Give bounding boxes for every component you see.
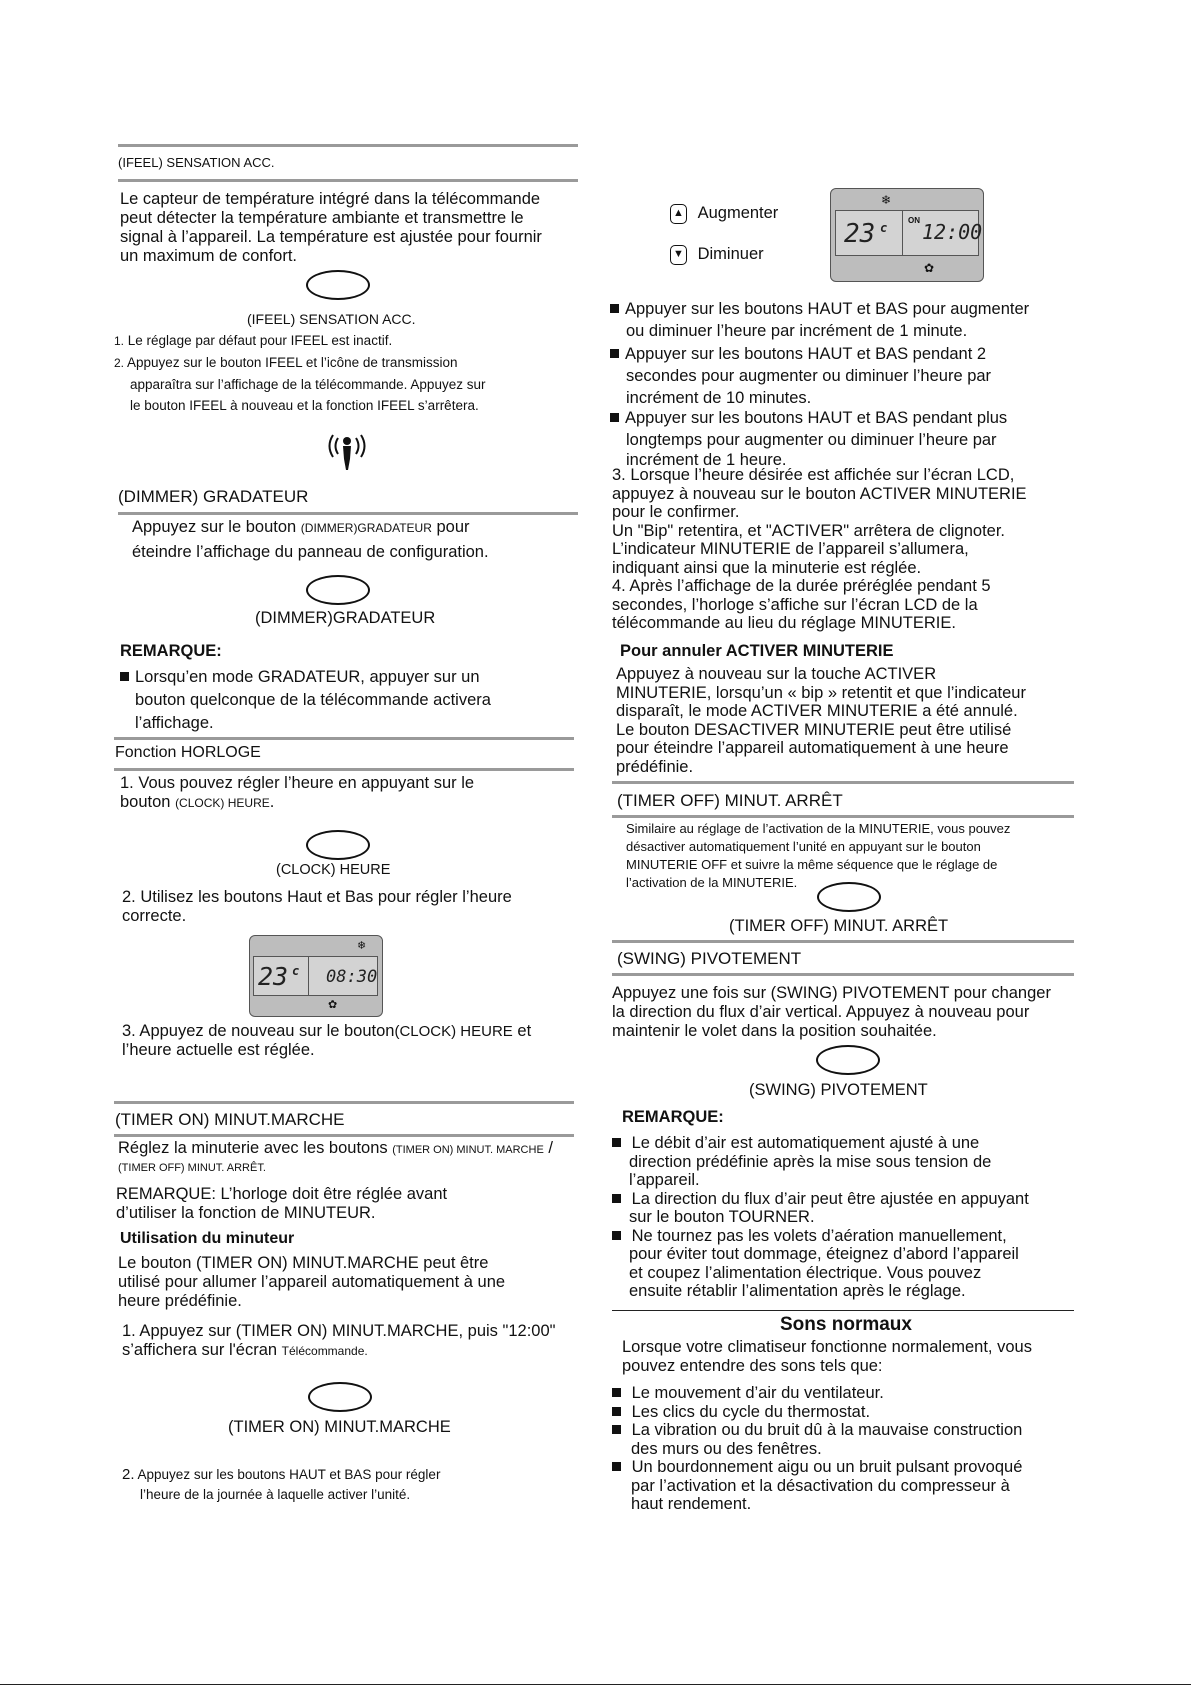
text-line: bouton quelconque de la télécommande activera (135, 691, 491, 709)
text-line: désactiver automatiquement l’unité en appuyant sur le bouton (626, 839, 981, 854)
timer-off-text (626, 820, 1010, 892)
timer-confirm-steps (612, 466, 1112, 633)
lcd-divider (902, 211, 903, 255)
inline-button-name: (TIMER ON) MINUT. MARCHE (392, 1144, 544, 1156)
text-line: signal à l’appareil. La température est ajustée pour fournir (120, 228, 542, 246)
text-span: bouton (120, 793, 176, 811)
bullet-icon (612, 1138, 621, 1147)
lcd-time: 12:00 (922, 220, 983, 244)
bullet-item (612, 1384, 1092, 1403)
section-rule (114, 1101, 574, 1104)
sounds-intro (622, 1338, 1032, 1376)
text-span: Appuyer sur les boutons HAUT et BAS pendant 2 (625, 345, 987, 363)
section-rule (612, 1310, 1074, 1311)
text-line: l’heure actuelle est réglée. (122, 1041, 315, 1059)
text-line (122, 1022, 531, 1041)
timer-off-button[interactable] (817, 882, 881, 912)
text-span: Un bourdonnement aigu ou un bruit pulsant provoqué (631, 1458, 1023, 1476)
down-key-row (670, 245, 764, 265)
text-line: Appuyez à nouveau sur la touche ACTIVER (616, 665, 937, 683)
text-line: direction prédéfinie après la mise sous tension de (629, 1152, 992, 1171)
list-text: Appuyez sur le bouton IFEEL et l’icône de transmission (127, 355, 458, 370)
section-rule (612, 781, 1074, 784)
text-line: 1. Appuyez sur (TIMER ON) MINUT.MARCHE, puis "12:00" (122, 1322, 556, 1340)
text-line: pouvez entendre des sons tels que: (622, 1357, 883, 1375)
bullet-item (612, 1134, 1092, 1153)
text-line: ou diminuer l’heure par incrément de 1 minute. (626, 322, 968, 340)
ifeel-transmission-icon (326, 432, 368, 472)
section-rule (118, 512, 578, 515)
text-span: et (512, 1022, 532, 1040)
text-span: 3. Appuyez de nouveau sur le bouton (122, 1022, 395, 1040)
inline-text: Télécommande. (281, 1344, 368, 1358)
text-line (120, 793, 474, 813)
clock-step3 (122, 1022, 531, 1060)
text-line: correcte. (122, 907, 187, 925)
text-span: Le mouvement d’air du ventilateur. (631, 1384, 884, 1402)
swing-button-caption: (SWING) PIVOTEMENT (749, 1081, 928, 1099)
list-text: Le réglage par défaut pour IFEEL est inactif. (127, 333, 393, 348)
section-rule (118, 144, 578, 147)
lcd-temperature: 23 (844, 219, 876, 249)
bullet-icon (612, 1407, 621, 1416)
text-line: L’indicateur MINUTERIE de l’appareil s’allumera, (612, 540, 969, 558)
text-line: l’activation de la MINUTERIE. (626, 875, 798, 890)
lcd-screen (253, 956, 378, 996)
text-line: REMARQUE: L’horloge doit être réglée avant (116, 1185, 448, 1203)
swing-text (612, 984, 1051, 1041)
cancel-title: Pour annuler ACTIVER MINUTERIE (620, 642, 894, 660)
text-line: longtemps pour augmenter ou diminuer l’heure par (626, 431, 997, 449)
text-line: appuyez à nouveau sur le bouton ACTIVER MINUTERIE (612, 484, 1027, 503)
ifeel-button[interactable] (306, 270, 370, 300)
text-line: éteindre l’affichage du panneau de configuration. (132, 543, 489, 561)
adjust-bullets (610, 300, 1090, 470)
fan-icon: ✿ (924, 261, 935, 275)
lcd-screen (835, 210, 983, 256)
text-line: Un "Bip" retentira, et "ACTIVER" arrêtera de clignoter. (612, 521, 1006, 540)
text-span: s’affichera sur l'écran (122, 1341, 282, 1359)
inline-button-name: (DIMMER)GRADATEUR (300, 521, 432, 535)
text-line: incrément de 10 minutes. (626, 389, 812, 407)
timer-usage-text (118, 1254, 505, 1311)
text-line: indiquant ainsi que la minuterie est réglée. (612, 558, 922, 577)
list-number: 2. (114, 356, 125, 370)
list-item (114, 354, 594, 372)
lcd-unit: c (292, 964, 300, 978)
timer-on-remark (116, 1185, 447, 1223)
text-span: La direction du flux d’air peut être ajustée en appuyant (631, 1189, 1029, 1208)
timer-off-button-caption: (TIMER OFF) MINUT. ARRÊT (729, 917, 949, 935)
snowflake-icon: ❄ (881, 193, 892, 207)
text-line: utilisé pour allumer l’appareil automatiquement à une (118, 1273, 506, 1291)
inline-button-name: (CLOCK) HEURE (175, 796, 270, 810)
sounds-title: Sons normaux (780, 1314, 912, 1335)
text-line: Le bouton (TIMER ON) MINUT.MARCHE peut être (118, 1254, 489, 1272)
text-line: pour éviter tout dommage, éteignez d’abord l’appareil (629, 1245, 1019, 1263)
text-line: peut détecter la température ambiante et transmettre le (120, 209, 524, 227)
swing-heading: (SWING) PIVOTEMENT (617, 949, 802, 968)
text-line: haut rendement. (631, 1495, 752, 1513)
timer-on-button-caption: (TIMER ON) MINUT.MARCHE (228, 1418, 451, 1436)
timer-off-heading: (TIMER OFF) MINUT. ARRÊT (617, 791, 843, 810)
text-line: ensuite rétablir l’alimentation après le réglage. (629, 1282, 966, 1300)
bullet-icon (610, 349, 619, 358)
dimmer-button-caption: (DIMMER)GRADATEUR (255, 609, 436, 627)
ifeel-intro (120, 190, 542, 266)
text-line: 4. Après l’affichage de la durée préréglée pendant 5 (612, 577, 991, 595)
text-span: Appuyer sur les boutons HAUT et BAS pendant plus (625, 409, 1008, 427)
timer-lcd-display (830, 188, 984, 282)
text-line: secondes, l’horloge s’affiche sur l’écran LCD de la (612, 595, 978, 614)
snowflake-icon: ❄ (357, 940, 367, 952)
text-line: la direction du flux d’air vertical. Appuyez à nouveau pour (612, 1003, 1030, 1021)
ifeel-button-caption: (IFEEL) SENSATION ACC. (247, 311, 416, 327)
lcd-time: 08:30 (326, 967, 378, 987)
bullet-item (612, 1227, 1092, 1246)
bullet-icon (612, 1425, 621, 1434)
bullet-item (120, 668, 590, 687)
text-line: un maximum de confort. (120, 247, 297, 265)
up-arrow-icon[interactable]: ▲ (670, 204, 687, 224)
sounds-list (612, 1384, 1092, 1514)
timer-usage-title: Utilisation du minuteur (120, 1230, 295, 1247)
bullet-item (612, 1421, 1092, 1440)
down-label: Diminuer (697, 245, 764, 264)
text-line: Appuyez une fois sur (SWING) PIVOTEMENT pour changer (612, 984, 1051, 1002)
clock-step1 (120, 774, 474, 813)
list-item (122, 1466, 440, 1483)
clock-heading: Fonction HORLOGE (115, 744, 261, 761)
text-line: par l’activation et la désactivation du compresseur à (631, 1476, 1010, 1495)
dimmer-remark (120, 668, 590, 733)
text-line: des murs ou des fenêtres. (631, 1439, 822, 1458)
swing-remarks (612, 1134, 1092, 1301)
bullet-item (610, 300, 1090, 319)
text-line: prédéfinie. (616, 757, 694, 776)
timer-on-intro (118, 1139, 553, 1174)
section-rule (114, 1134, 574, 1137)
text-line: maintenir le volet dans la position souhaitée. (612, 1022, 937, 1040)
section-rule (612, 940, 1074, 943)
timer-on-step1 (122, 1322, 556, 1361)
text-line: disparaît, le mode ACTIVER MINUTERIE a été annulé. (616, 702, 1018, 720)
fan-icon: ✿ (328, 999, 338, 1011)
lcd-on-indicator: ON (908, 216, 920, 225)
text-line: l’affichage. (135, 714, 214, 732)
bullet-icon (610, 304, 619, 313)
text-line: Le bouton DESACTIVER MINUTERIE peut être utilisé (616, 720, 1012, 739)
text-line: MINUTERIE OFF et suivre la même séquence que le réglage de (626, 857, 998, 872)
list-text: Appuyez sur les boutons HAUT et BAS pour régler (137, 1467, 441, 1482)
dimmer-heading: (DIMMER) GRADATEUR (118, 487, 309, 506)
timer-on-button[interactable] (308, 1382, 372, 1412)
section-rule (612, 815, 1074, 818)
timer-on-heading: (TIMER ON) MINUT.MARCHE (115, 1110, 345, 1129)
text-span: Le débit d’air est automatiquement ajusté à une (631, 1134, 980, 1152)
text-span: Lorsqu’en mode GRADATEUR, appuyer sur un (135, 668, 480, 686)
text-line: MINUTERIE, lorsqu’un « bip » retentit et que l’indicateur (616, 683, 1026, 702)
text-line: (TIMER OFF) MINUT. ARRÊT. (118, 1162, 266, 1174)
section-rule (114, 737, 574, 740)
bullet-icon (612, 1231, 621, 1240)
list-text: apparaîtra sur l’affichage de la télécommande. Appuyez sur (130, 377, 486, 392)
lcd-divider (308, 957, 309, 995)
text-span: Appuyez sur le bouton (132, 518, 301, 536)
text-line: heure prédéfinie. (118, 1292, 242, 1310)
bullet-item (612, 1403, 1092, 1422)
clock-step2 (122, 888, 512, 926)
text-line: pour éteindre l’appareil automatiquement à une heure (616, 739, 1009, 757)
dimmer-remark-title: REMARQUE: (120, 642, 222, 660)
text-span: Les clics du cycle du thermostat. (631, 1402, 871, 1421)
dimmer-button[interactable] (306, 575, 370, 605)
text-line (132, 518, 489, 538)
up-key-row (670, 204, 778, 224)
bullet-item (610, 409, 1090, 428)
text-line: pour le confirmer. (612, 503, 740, 521)
text-line: 3. Lorsque l’heure désirée est affichée sur l’écran LCD, (612, 466, 1015, 484)
up-label: Augmenter (697, 204, 779, 223)
text-line: et coupez l’alimentation électrique. Vous pouvez (629, 1263, 982, 1282)
clock-lcd-display (249, 935, 383, 1017)
text-span: Appuyer sur les boutons HAUT et BAS pour augmenter (625, 300, 1030, 318)
text-span: . (269, 793, 275, 811)
text-span: La vibration ou du bruit dû à la mauvaise construction (631, 1421, 1023, 1439)
text-line: télécommande au lieu du réglage MINUTERIE. (612, 614, 956, 632)
text-line: 1. Vous pouvez régler l’heure en appuyant sur le (120, 774, 475, 792)
swing-button[interactable] (816, 1045, 880, 1075)
bullet-icon (612, 1194, 621, 1203)
section-rule (118, 179, 578, 182)
text-line: d’utiliser la fonction de MINUTEUR. (116, 1204, 376, 1222)
timer-on-step2 (122, 1466, 440, 1503)
text-line (118, 1139, 553, 1160)
bullet-icon (610, 413, 619, 422)
bullet-item (612, 1458, 1092, 1477)
text-span: / (543, 1139, 553, 1157)
list-number: 1. (114, 334, 125, 348)
bullet-item (612, 1190, 1092, 1209)
lcd-temperature: 23 (258, 962, 289, 991)
list-text: le bouton IFEEL à nouveau et la fonction IFEEL s’arrêtera. (130, 398, 479, 413)
section-rule (612, 973, 1074, 976)
text-line: Lorsque votre climatiseur fonctionne normalement, vous (622, 1338, 1032, 1356)
text-line: secondes pour augmenter ou diminuer l’heure par (626, 367, 992, 385)
text-span: pour (431, 518, 470, 536)
list-number: 2. (122, 1466, 135, 1483)
bullet-icon (612, 1388, 621, 1397)
clock-button[interactable] (306, 830, 370, 860)
section-rule (114, 768, 574, 771)
text-line: incrément de 1 heure. (626, 451, 787, 469)
cancel-text (616, 665, 1026, 776)
list-text: l’heure de la journée à laquelle activer l’unité. (140, 1487, 411, 1502)
inline-button-name: (CLOCK) HEURE (394, 1023, 513, 1040)
text-line (122, 1341, 556, 1361)
bullet-item (610, 345, 1090, 364)
ifeel-heading: (IFEEL) SENSATION ACC. (118, 155, 275, 170)
text-span: Ne tournez pas les volets d’aération manuellement, (631, 1226, 1007, 1245)
text-line: Similaire au réglage de l’activation de la MINUTERIE, vous pouvez (626, 821, 1011, 836)
text-line: l’appareil. (629, 1171, 700, 1189)
text-line: Le capteur de température intégré dans la télécommande (120, 190, 541, 208)
text-line: 2. Utilisez les boutons Haut et Bas pour régler l’heure (122, 888, 512, 906)
clock-button-caption: (CLOCK) HEURE (276, 862, 391, 878)
list-item (114, 332, 594, 350)
ifeel-steps (114, 332, 594, 414)
lcd-unit: c (880, 221, 888, 235)
text-span: Réglez la minuterie avec les boutons (118, 1139, 393, 1157)
bullet-icon (120, 672, 129, 681)
dimmer-text (132, 518, 489, 562)
text-line: sur le bouton TOURNER. (629, 1208, 815, 1226)
bullet-icon (612, 1462, 621, 1471)
down-arrow-icon[interactable]: ▼ (670, 245, 687, 265)
swing-remark-title: REMARQUE: (622, 1108, 724, 1126)
